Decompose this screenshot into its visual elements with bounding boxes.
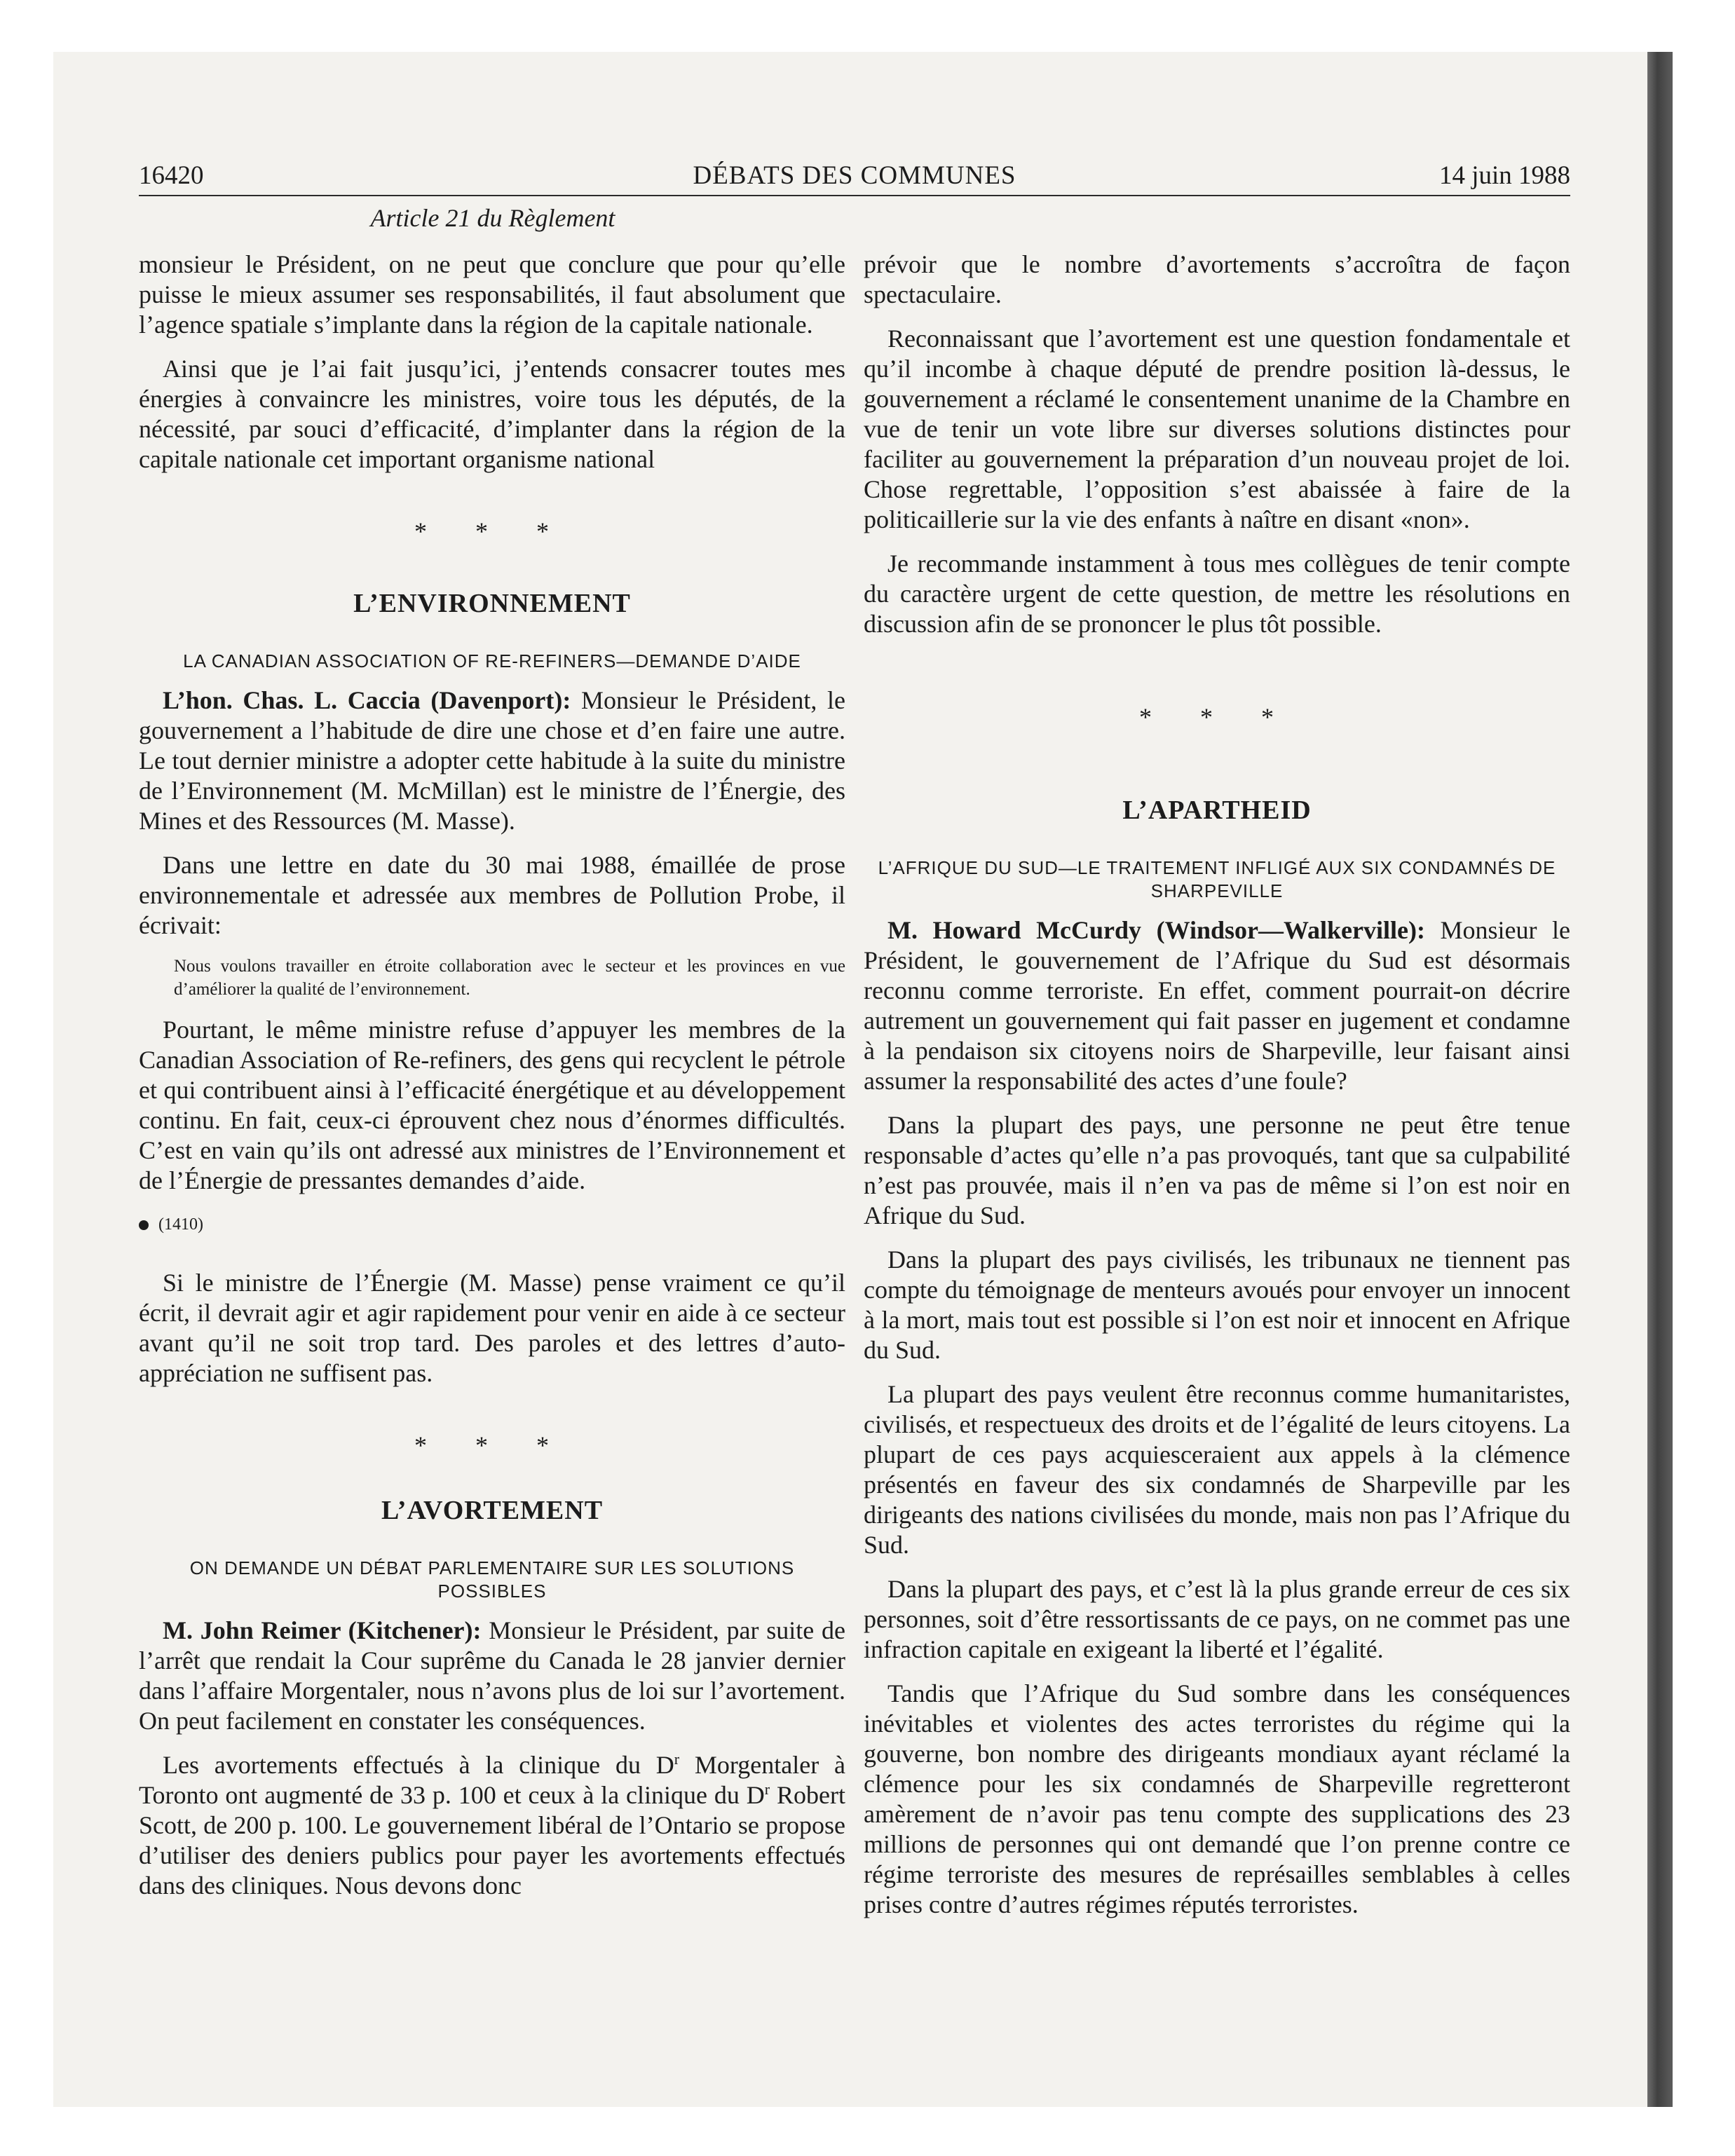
paragraph: monsieur le Président, on ne peut que conclure que pour qu’elle puisse le mieux assumer ses responsabilités, il faut absolument que l’agence spatiale s’implante dans la région de la capitale nationale. [139,250,845,339]
speech-text: Monsieur le Président, le gouvernement a l’habitude de dire une chose et d’en faire une autre. Le tout dernier ministre a adopter cette habitude à la suite du ministre de l’Environnement (M. McMillan) est le ministre de l’Énergie, des Mines et des Ressources (M. Masse). [139,686,845,835]
paragraph [139,1750,845,1901]
time-stamp: (1410) [158,1215,203,1234]
paragraph: Ainsi que je l’ai fait jusqu’ici, j’entends consacrer toutes mes énergies à convaincre les ministres, voire tous les députés, de la nécessité, par souci d’efficacité, d’implanter dans la région de la capitale nationale cet important organisme national [139,355,845,473]
paragraph: Reconnaissant que l’avortement est une question fondamentale et qu’il incombe à chaque député de prendre position là-dessus, le gouvernement a réclamé le consentement unanime de la Chambre en vue de tenir un vote libre sur diverses solutions distinctes pour faciliter au gouvernement la préparation d’un nouveau projet de loi. Chose regrettable, l’opposition s’est abaissée à faire de la politicaillerie sur la vie des enfants à naître en disant «non». [864,325,1570,533]
scan-edge [1647,52,1673,2107]
right-column [864,250,1570,1934]
superscript: r [764,1780,770,1798]
page-header [139,156,1570,196]
text-run: Morgentaler à Toronto ont augmenté de 33 p. 100 et ceux à la clinique du D [139,1751,845,1809]
section-subheading: L’AFRIQUE DU SUD—LE TRAITEMENT INFLIGÉ AUX SIX CONDAMNÉS DE SHARPEVILLE [878,857,1556,901]
section-rubric: Article 21 du Règlement [370,204,615,232]
paragraph [139,1616,845,1736]
paragraph: Pourtant, le même ministre refuse d’appuyer les membres de la Canadian Association of Re-refiners, des gens qui recyclent le pétrole et qui contribuent ainsi à l’efficacité énergétique et au développement continu. En fait, ceux-ci éprouvent chez nous d’énormes difficultés. C’est en vain qu’ils ont adressé aux ministres de l’Environnement et de l’Énergie de pressantes demandes d’aide. [139,1016,845,1194]
paragraph: Dans la plupart des pays civilisés, les tribunaux ne tiennent pas compte du témoignage de menteurs avoués pour envoyer un innocent à la mort, mais tout est possible si l’on est noir et innocent en Afrique du Sud. [864,1246,1570,1364]
block-quote: Nous voulons travailler en étroite collaboration avec le secteur et les provinces en vue d’améliorer la qualité de l’environnement. [174,957,845,999]
section-heading: L’APARTHEID [1122,796,1312,825]
paragraph: Dans une lettre en date du 30 mai 1988, émaillée de prose environnementale et adressée aux membres de Pollution Probe, il écrivait: [139,851,845,939]
paragraph [864,915,1570,1096]
paragraph: Si le ministre de l’Énergie (M. Masse) pense vraiment ce qu’il écrit, il devrait agir et agir rapidement pour venir en aide à ce secteur avant qu’il ne soit trop tard. Des paroles et des lettres d’auto-appréciation ne suffisent pas. [139,1269,845,1387]
text-run: Les avortements effectués à la clinique du D [163,1751,674,1779]
section-subheading: LA CANADIAN ASSOCIATION OF RE-REFINERS—DEMANDE D’AIDE [183,650,801,671]
section-subheading: ON DEMANDE UN DÉBAT PARLEMENTAIRE SUR LES SOLUTIONS POSSIBLES [189,1557,795,1602]
paragraph: Dans la plupart des pays, et c’est là la plus grande erreur de ces six personnes, soit d’être ressortissants de ce pays, on ne commet pas une infraction capitale en exigeant la liberté et l’égalité. [864,1575,1570,1663]
time-marker [139,1210,845,1240]
paragraph: La plupart des pays veulent être reconnus comme humanitaristes, civilisés, et respectueux des droits et de l’égalité de leurs citoyens. La plupart de ces pays acquiesceraient aux appels à la clémence présentés en faveur des six condamnés de Sharpeville par les dirigeants des nations civilisées du monde, mais non pas l’Afrique du Sud. [864,1380,1570,1559]
speaker-name: L’hon. Chas. L. Caccia (Davenport): [163,686,571,714]
section-separator: * * * [1139,703,1295,731]
paragraph [139,685,845,836]
speech-text: Monsieur le Président, le gouvernement de l’Afrique du Sud est désormais reconnu comme terroriste. En effet, comment pourrait-on décrire autrement un gouvernement qui fait passer en jugement et condamne à la pendaison six citoyens noirs de Sharpeville, leur faisant ainsi assumer la responsabilité des actes d’une foule? [864,916,1571,1095]
left-column [139,250,845,1915]
speaker-name: M. John Reimer (Kitchener): [163,1616,482,1644]
section-heading: L’ENVIRONNEMENT [353,589,631,618]
superscript: r [674,1750,680,1768]
speaker-name: M. Howard McCurdy (Windsor—Walkerville): [887,916,1425,944]
publication-title: DÉBATS DES COMMUNES [693,161,1016,190]
page-number: 16420 [139,161,204,190]
paragraph: prévoir que le nombre d’avortements s’accroîtra de façon spectaculaire. [864,250,1570,308]
speech-text: Monsieur le Président, par suite de l’arrêt que rendait la Cour suprême du Canada le 28 janvier dernier dans l’affaire Morgentaler, nous n’avons plus de loi sur l’avortement. On peut facilement en constater les conséquences. [139,1616,845,1735]
section-heading: L’AVORTEMENT [381,1496,604,1525]
paragraph: Dans la plupart des pays, une personne ne peut être tenue responsable d’actes qu’elle n’a pas provoqués, tant que sa culpabilité n’est pas prouvée, mais il n’en va pas de même si l’on est noir en Afrique du Sud. [864,1111,1570,1229]
page-date: 14 juin 1988 [1438,161,1570,190]
section-separator: * * * [414,517,570,545]
paragraph: Tandis que l’Afrique du Sud sombre dans les conséquences inévitables et violentes des actes terroristes du régime qui la gouverne, bon nombre des dirigeants mondiaux ayant réclamé la clémence pour les six condamnés de Sharpeville regretteront amèrement de n’avoir pas tenu compte des supplications des 23 millions de personnes qui ont demandé que l’on prenne contre ce régime terroriste des mesures de représailles semblables à celles prises contre d’autres régimes réputés terroristes. [864,1679,1570,1918]
section-separator: * * * [414,1431,570,1459]
bullet-icon [139,1220,149,1230]
paragraph: Je recommande instamment à tous mes collègues de tenir compte du caractère urgent de cette question, de mettre les résolutions en discussion afin de se prononcer le plus tôt possible. [864,550,1570,638]
text-run: Robert Scott, de 200 p. 100. Le gouvernement libéral de l’Ontario se propose d’utiliser des deniers publics pour payer les avortements effectués dans des cliniques. Nous devons donc [139,1781,845,1899]
